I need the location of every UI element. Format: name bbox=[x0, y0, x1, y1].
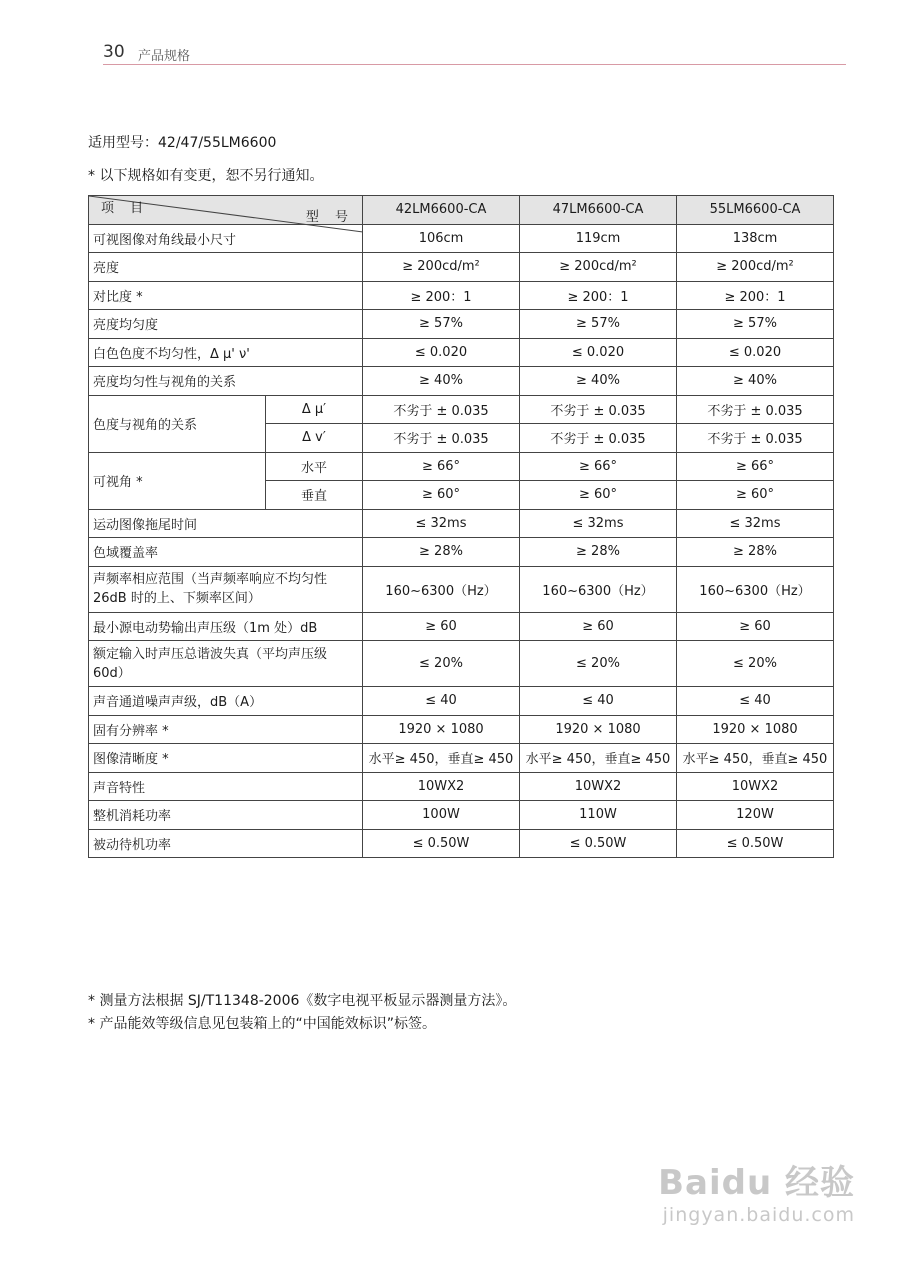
cell-value: 10WX2 bbox=[363, 772, 520, 801]
model-header: 55LM6600-CA bbox=[677, 196, 834, 225]
cell-value: ≥ 40% bbox=[677, 367, 834, 396]
cell-value: ≥ 200cd/m² bbox=[520, 253, 677, 282]
page-header bbox=[103, 42, 846, 64]
page-number: 30 bbox=[103, 42, 125, 62]
corner-model-label: 型 号 bbox=[305, 210, 354, 225]
cell-value: 138cm bbox=[677, 224, 834, 253]
cell-value: ≥ 57% bbox=[363, 310, 520, 339]
cell-value: 1920 × 1080 bbox=[363, 715, 520, 744]
cell-value: ≥ 60 bbox=[677, 612, 834, 641]
cell-value: 120W bbox=[677, 801, 834, 830]
table-row bbox=[89, 744, 834, 773]
cell-value: 1920 × 1080 bbox=[520, 715, 677, 744]
cell-value: ≤ 20% bbox=[363, 641, 520, 687]
row-group-label: 色度与视角的关系 bbox=[89, 395, 266, 452]
row-label: 亮度 bbox=[89, 253, 363, 282]
table-row bbox=[89, 367, 834, 396]
cell-value: 水平≥ 450，垂直≥ 450 bbox=[677, 744, 834, 773]
header-corner-cell bbox=[89, 196, 363, 225]
cell-value: 160~6300（Hz） bbox=[520, 566, 677, 612]
cell-value: 不劣于 ± 0.035 bbox=[363, 395, 520, 424]
row-label: 图像清晰度 * bbox=[89, 744, 363, 773]
cell-value: 不劣于 ± 0.035 bbox=[677, 424, 834, 453]
table-row bbox=[89, 538, 834, 567]
section-title: 产品规格 bbox=[138, 49, 191, 64]
table-row bbox=[89, 772, 834, 801]
row-label: 对比度 * bbox=[89, 281, 363, 310]
row-label: 最小源电动势输出声压级（1m 处）dB bbox=[89, 612, 363, 641]
cell-value: ≥ 200：1 bbox=[363, 281, 520, 310]
table-row bbox=[89, 509, 834, 538]
cell-value: ≥ 60° bbox=[677, 481, 834, 510]
cell-value: ≤ 20% bbox=[677, 641, 834, 687]
cell-value: ≥ 200cd/m² bbox=[363, 253, 520, 282]
cell-value: ≥ 40% bbox=[363, 367, 520, 396]
row-sub-label: Δ μ′ bbox=[266, 395, 363, 424]
cell-value: ≥ 57% bbox=[677, 310, 834, 339]
applicable-models: 适用型号：42/47/55LM6600 bbox=[88, 135, 277, 151]
row-label: 色域覆盖率 bbox=[89, 538, 363, 567]
table-row bbox=[89, 338, 834, 367]
row-label: 被动待机功率 bbox=[89, 829, 363, 858]
cell-value: 不劣于 ± 0.035 bbox=[520, 424, 677, 453]
table-row bbox=[89, 452, 834, 481]
row-label: 声音通道噪声声级，dB（A） bbox=[89, 687, 363, 716]
cell-value: 不劣于 ± 0.035 bbox=[677, 395, 834, 424]
table-row bbox=[89, 281, 834, 310]
cell-value: 10WX2 bbox=[677, 772, 834, 801]
row-label: 运动图像拖尾时间 bbox=[89, 509, 363, 538]
cell-value: ≥ 60 bbox=[363, 612, 520, 641]
cell-value: ≥ 60 bbox=[520, 612, 677, 641]
cell-value: ≥ 66° bbox=[677, 452, 834, 481]
cell-value: 110W bbox=[520, 801, 677, 830]
row-sub-label: Δ v′ bbox=[266, 424, 363, 453]
table-row bbox=[89, 687, 834, 716]
model-header: 42LM6600-CA bbox=[363, 196, 520, 225]
footnote: * 产品能效等级信息见包装箱上的“中国能效标识”标签。 bbox=[88, 1016, 436, 1032]
cell-value: ≤ 0.020 bbox=[363, 338, 520, 367]
cell-value: 100W bbox=[363, 801, 520, 830]
cell-value: ≥ 200：1 bbox=[677, 281, 834, 310]
header-rule bbox=[103, 64, 846, 65]
table-row bbox=[89, 395, 834, 424]
cell-value: ≤ 0.50W bbox=[520, 829, 677, 858]
row-label: 声频率相应范围（当声频率响应不均匀性 26dB 时的上、下频率区间） bbox=[89, 566, 363, 612]
cell-value: 不劣于 ± 0.035 bbox=[520, 395, 677, 424]
cell-value: ≤ 40 bbox=[677, 687, 834, 716]
watermark-url: jingyan.baidu.com bbox=[662, 1204, 855, 1226]
cell-value: ≥ 28% bbox=[363, 538, 520, 567]
table-row bbox=[89, 801, 834, 830]
cell-value: 不劣于 ± 0.035 bbox=[363, 424, 520, 453]
cell-value: ≥ 57% bbox=[520, 310, 677, 339]
cell-value: ≥ 28% bbox=[520, 538, 677, 567]
change-note: * 以下规格如有变更，恕不另行通知。 bbox=[88, 168, 324, 184]
row-label: 固有分辨率 * bbox=[89, 715, 363, 744]
table-row bbox=[89, 829, 834, 858]
cell-value: 119cm bbox=[520, 224, 677, 253]
row-label: 亮度均匀度 bbox=[89, 310, 363, 339]
row-label: 亮度均匀性与视角的关系 bbox=[89, 367, 363, 396]
cell-value: 160~6300（Hz） bbox=[363, 566, 520, 612]
cell-value: 160~6300（Hz） bbox=[677, 566, 834, 612]
cell-value: 水平≥ 450，垂直≥ 450 bbox=[363, 744, 520, 773]
cell-value: ≤ 0.50W bbox=[677, 829, 834, 858]
cell-value: ≥ 40% bbox=[520, 367, 677, 396]
cell-value: ≥ 66° bbox=[363, 452, 520, 481]
cell-value: ≤ 0.020 bbox=[520, 338, 677, 367]
cell-value: ≥ 66° bbox=[520, 452, 677, 481]
row-sub-label: 垂直 bbox=[266, 481, 363, 510]
cell-value: ≤ 40 bbox=[363, 687, 520, 716]
cell-value: 106cm bbox=[363, 224, 520, 253]
row-label: 整机消耗功率 bbox=[89, 801, 363, 830]
row-group-label: 可视角 * bbox=[89, 452, 266, 509]
cell-value: ≥ 60° bbox=[363, 481, 520, 510]
row-sub-label: 水平 bbox=[266, 452, 363, 481]
cell-value: 10WX2 bbox=[520, 772, 677, 801]
watermark-logo: Baidu 经验 bbox=[658, 1163, 855, 1203]
row-label: 可视图像对角线最小尺寸 bbox=[89, 224, 363, 253]
cell-value: ≥ 200cd/m² bbox=[677, 253, 834, 282]
cell-value: ≤ 32ms bbox=[677, 509, 834, 538]
table-header-row bbox=[89, 196, 834, 225]
row-label: 声音特性 bbox=[89, 772, 363, 801]
cell-value: ≤ 32ms bbox=[520, 509, 677, 538]
table-row bbox=[89, 310, 834, 339]
watermark bbox=[658, 1155, 855, 1226]
cell-value: 1920 × 1080 bbox=[677, 715, 834, 744]
table-row bbox=[89, 566, 834, 612]
cell-value: 水平≥ 450，垂直≥ 450 bbox=[520, 744, 677, 773]
footnote: * 测量方法根据 SJ/T11348-2006《数字电视平板显示器测量方法》。 bbox=[88, 993, 517, 1009]
spec-table bbox=[88, 195, 834, 858]
model-header: 47LM6600-CA bbox=[520, 196, 677, 225]
table-row bbox=[89, 715, 834, 744]
row-label: 额定输入时声压总谐波失真（平均声压级 60d） bbox=[89, 641, 363, 687]
row-label: 白色色度不均匀性，Δ μ' ν' bbox=[89, 338, 363, 367]
table-row bbox=[89, 253, 834, 282]
table-row bbox=[89, 612, 834, 641]
cell-value: ≤ 0.020 bbox=[677, 338, 834, 367]
cell-value: ≤ 0.50W bbox=[363, 829, 520, 858]
corner-item-label: 项 目 bbox=[101, 200, 150, 216]
cell-value: ≤ 20% bbox=[520, 641, 677, 687]
cell-value: ≥ 28% bbox=[677, 538, 834, 567]
cell-value: ≥ 60° bbox=[520, 481, 677, 510]
table-row bbox=[89, 641, 834, 687]
cell-value: ≤ 40 bbox=[520, 687, 677, 716]
cell-value: ≥ 200：1 bbox=[520, 281, 677, 310]
cell-value: ≤ 32ms bbox=[363, 509, 520, 538]
